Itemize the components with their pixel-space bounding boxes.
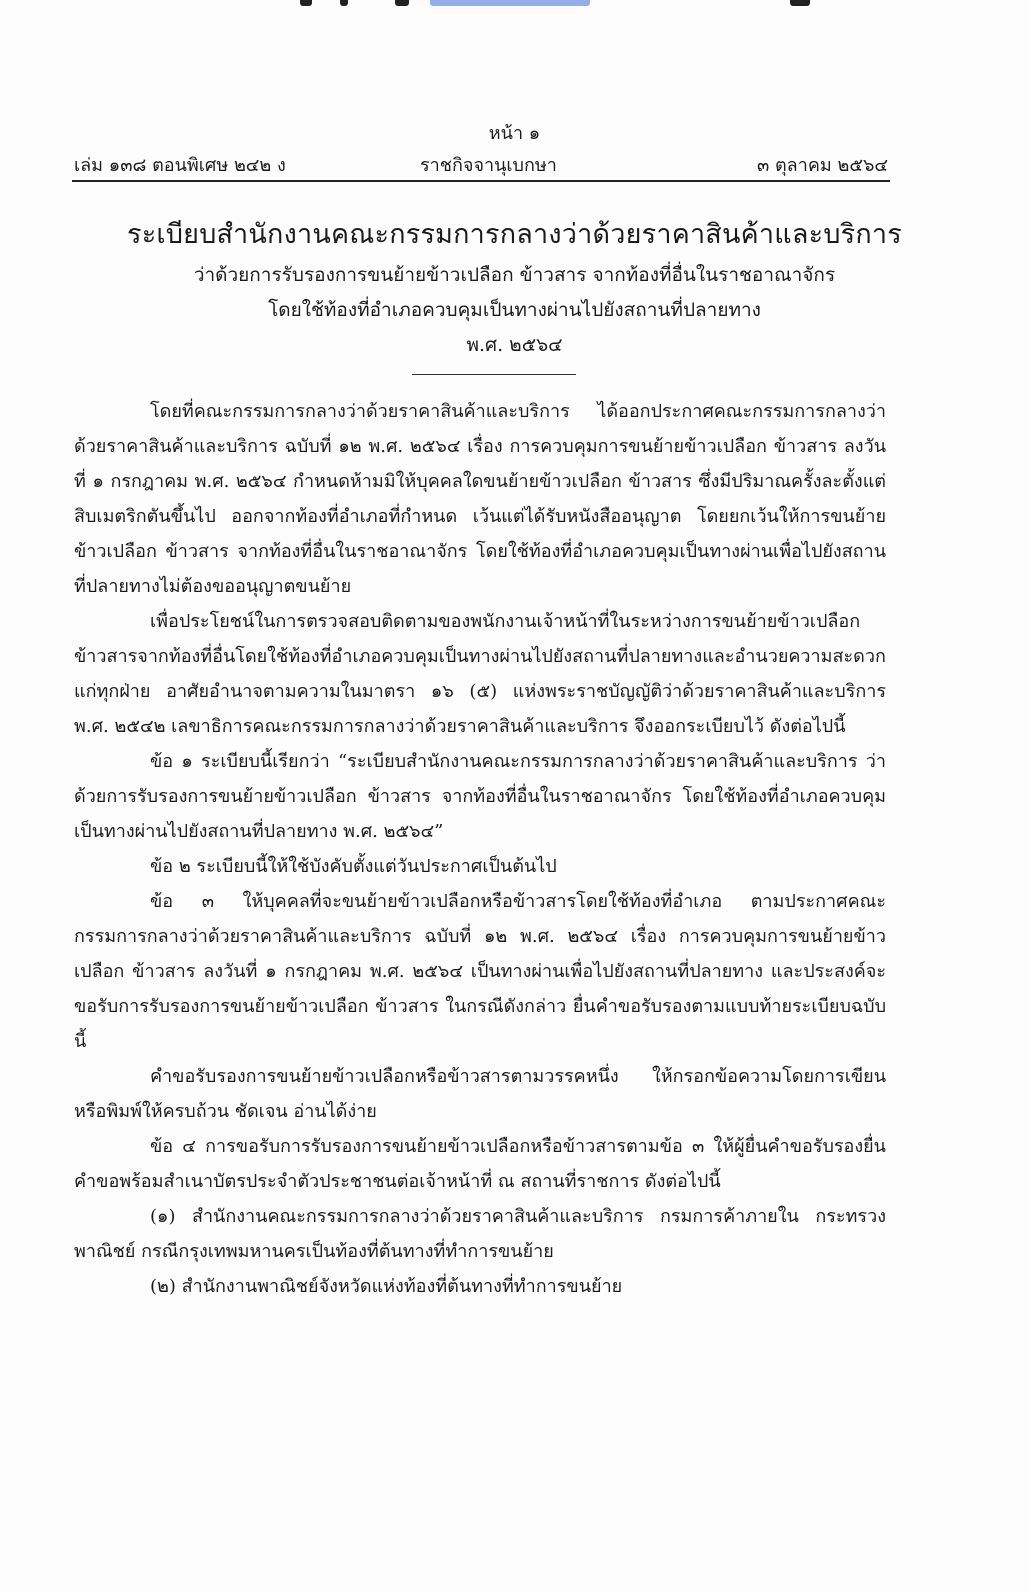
clause-4: ข้อ ๔ การขอรับการรับรองการขนย้ายข้าวเปลือกหรือข้าวสารตามข้อ ๓ ให้ผู้ยื่นคำขอรับรองยื่นคำขอพร้อมสำเนาบัตรประจำตัวประชาชนต่อเจ้าหน้าที่ ณ สถานที่ราชการ ดังต่อไปนี้ bbox=[74, 1136, 886, 1192]
gazette-name: ราชกิจจานุเบกษา bbox=[420, 155, 557, 176]
clause-3-paragraph-2: คำขอรับรองการขนย้ายข้าวเปลือกหรือข้าวสารตามวรรคหนึ่ง ให้กรอกข้อความโดยการเขียนหรือพิมพ์ให้ครบถ้วน ชัดเจน อ่านได้ง่าย bbox=[74, 1066, 886, 1122]
gazette-header bbox=[74, 150, 888, 174]
document-subtitle: ว่าด้วยการรับรองการขนย้ายข้าวเปลือก ข้าวสาร จากท้องที่อื่นในราชอาณาจักร bbox=[193, 264, 836, 286]
volume-issue: เล่ม ๑๓๘ ตอนพิเศษ ๒๔๒ ง bbox=[74, 155, 286, 176]
clause-4-item-2: (๒) สำนักงานพาณิชย์จังหวัดแห่งท้องที่ต้นทางที่ทำการขนย้าย bbox=[150, 1276, 623, 1297]
publication-date: ๓ ตุลาคม ๒๕๖๔ bbox=[756, 155, 888, 176]
clause-2: ข้อ ๒ ระเบียบนี้ให้ใช้บังคับตั้งแต่วันประกาศเป็นต้นไป bbox=[150, 856, 557, 877]
clause-3: ข้อ ๓ ให้บุคคลที่จะขนย้ายข้าวเปลือกหรือข้าวสารโดยใช้ท้องที่อำเภอ ตามประกาศคณะกรรมการกลางว่าด้วยราคาสินค้าและบริการ ฉบับที่ ๑๒ พ.ศ. ๒๕๖๔ เรื่อง การควบคุมการขนย้ายข้าวเปลือก ข้าวสาร ลงวันที่ ๑ กรกฎาคม พ.ศ. ๒๕๖๔ เป็นทางผ่านเพื่อไปยังสถานที่ปลายทาง และประสงค์จะขอรับการรับรองการขนย้ายข้าวเปลือก ข้าวสาร ในกรณีดังกล่าว ยื่นคำขอรับรองตามแบบท้ายระเบียบฉบับนี้ bbox=[74, 891, 886, 1052]
document-subtitle: โดยใช้ท้องที่อำเภอควบคุมเป็นทางผ่านไปยังสถานที่ปลายทาง bbox=[268, 299, 761, 321]
document-title: ระเบียบสำนักงานคณะกรรมการกลางว่าด้วยราคาสินค้าและบริการ bbox=[127, 219, 902, 250]
document-year: พ.ศ. ๒๕๖๔ bbox=[466, 334, 563, 356]
preamble-paragraph: โดยที่คณะกรรมการกลางว่าด้วยราคาสินค้าและบริการ ได้ออกประกาศคณะกรรมการกลางว่าด้วยราคาสินค้าและบริการ ฉบับที่ ๑๒ พ.ศ. ๒๕๖๔ เรื่อง การควบคุมการขนย้ายข้าวเปลือก ข้าวสาร ลงวันที่ ๑ กรกฎาคม พ.ศ. ๒๕๖๔ กำหนดห้ามมิให้บุคคลใดขนย้ายข้าวเปลือก ข้าวสาร ซึ่งมีปริมาณครั้งละตั้งแต่สิบเมตริกตันขึ้นไป ออกจากท้องที่อำเภอที่กำหนด เว้นแต่ได้รับหนังสืออนุญาต โดยยกเว้นให้การขนย้ายข้าวเปลือก ข้าวสาร จากท้องที่อื่นในราชอาณาจักร โดยใช้ท้องที่อำเภอควบคุมเป็นทางผ่านเพื่อไปยังสถานที่ปลายทางไม่ต้องขออนุญาตขนย้าย bbox=[74, 401, 886, 597]
clause-4-item-1: (๑) สำนักงานคณะกรรมการกลางว่าด้วยราคาสินค้าและบริการ กรมการค้าภายใน กระทรวงพาณิชย์ กรณีกรุงเทพมหานครเป็นท้องที่ต้นทางที่ทำการขนย้าย bbox=[74, 1206, 886, 1262]
document-body bbox=[74, 394, 886, 1304]
header-divider bbox=[72, 180, 890, 182]
clause-1: ข้อ ๑ ระเบียบนี้เรียกว่า “ระเบียบสำนักงานคณะกรรมการกลางว่าด้วยราคาสินค้าและบริการ ว่าด้วยการรับรองการขนย้ายข้าวเปลือก ข้าวสาร จากท้องที่อื่นในราชอาณาจักร โดยใช้ท้องที่อำเภอควบคุมเป็นทางผ่านไปยังสถานที่ปลายทาง พ.ศ. ๒๕๖๔” bbox=[74, 751, 886, 842]
page-number: หน้า ๑ bbox=[488, 123, 541, 144]
authority-paragraph: เพื่อประโยชน์ในการตรวจสอบติดตามของพนักงานเจ้าหน้าที่ในระหว่างการขนย้ายข้าวเปลือก ข้าวสารจากท้องที่อื่นโดยใช้ท้องที่อำเภอควบคุมเป็นทางผ่านไปยังสถานที่ปลายทางและอำนวยความสะดวกแก่ทุกฝ่าย อาศัยอำนาจตามความในมาตรา ๑๖ (๕) แห่งพระราชบัญญัติว่าด้วยราคาสินค้าและบริการ พ.ศ. ๒๕๔๒ เลขาธิการคณะกรรมการกลางว่าด้วยราคาสินค้าและบริการ จึงออกระเบียบไว้ ดังต่อไปนี้ bbox=[74, 611, 886, 737]
scan-artifact bbox=[0, 0, 1029, 14]
title-divider bbox=[412, 374, 576, 375]
